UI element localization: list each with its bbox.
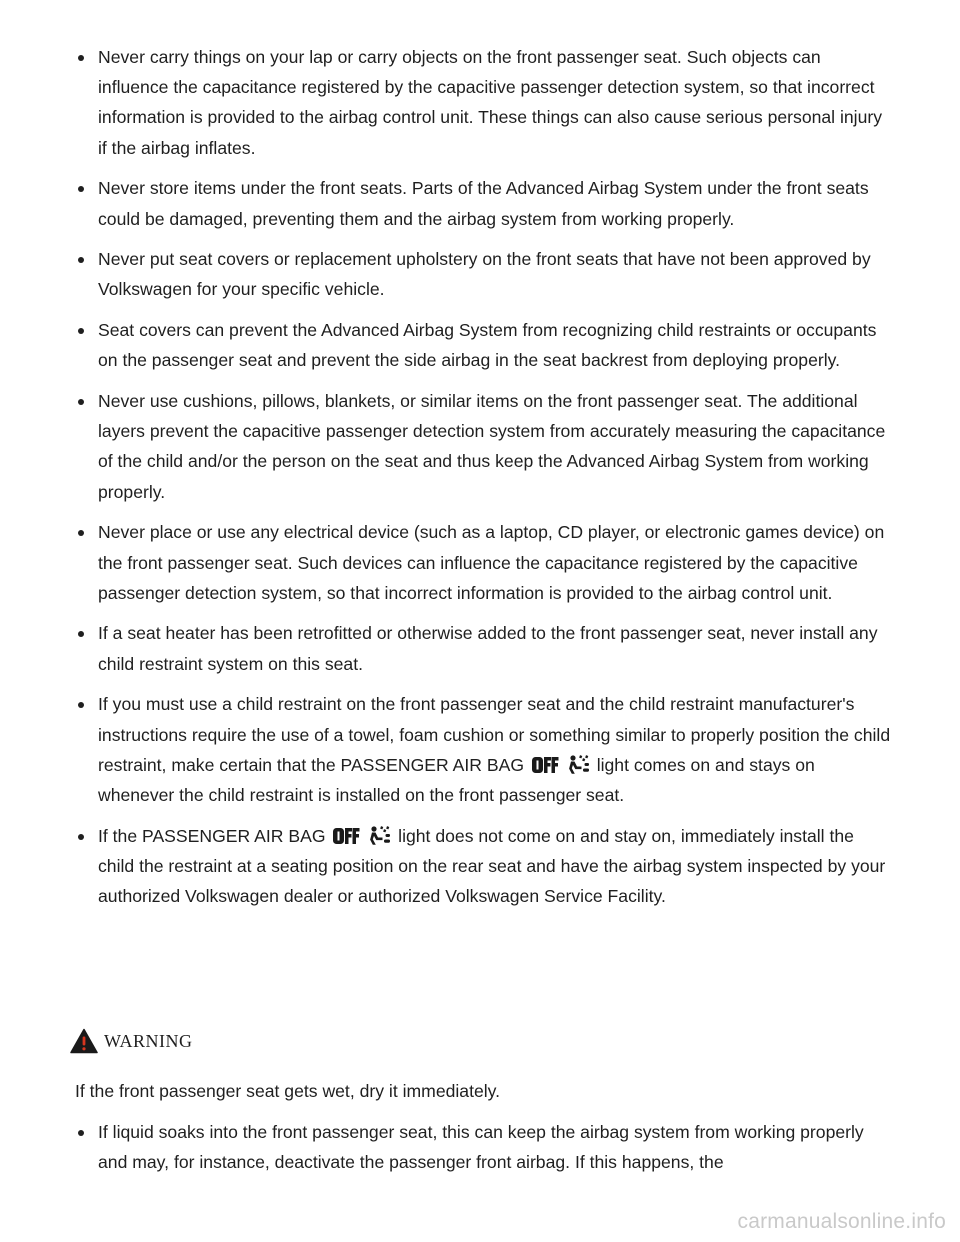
watermark: carmanualsonline.info: [737, 1210, 946, 1233]
list-item-light: [74, 821, 894, 912]
passenger-airbag-icon: [568, 755, 590, 774]
light-text-after: light does not come on and stay on, immediately install the child the restraint at a seating position on the rear seat and have the airbag system inspected by your authorized Volkswagen dealer or authorized Volkswagen Service Facility.: [98, 825, 886, 907]
list-item-towel: [74, 689, 894, 810]
precautions-list: [74, 42, 894, 922]
list-item: Never use cushions, pillows, blankets, or similar items on the front passenger seat. The additional layers prevent the capacitive passenger detection system from accurately measuring the capacitance of the child and/or the person on the seat and thus keep the Advanced Airbag System from working properly.: [74, 386, 894, 507]
warning-list: [74, 1117, 894, 1188]
towel-text-after: light comes on and stays on whenever the child restraint is installed on the front passenger seat.: [98, 754, 815, 805]
warning-header: [70, 1026, 193, 1056]
warning-label: WARNING: [104, 1030, 193, 1051]
list-item: Seat covers can prevent the Advanced Airbag System from recognizing child restraints or occupants on the passenger seat and prevent the side airbag in the seat backrest from deploying properly.: [74, 315, 894, 375]
list-item: Never put seat covers or replacement upholstery on the front seats that have not been approved by Volkswagen for your specific vehicle.: [74, 244, 894, 304]
list-item: Never store items under the front seats. Parts of the Advanced Airbag System under the front seats could be damaged, preventing them and the airbag system from working properly.: [74, 173, 894, 233]
light-text-before: If the PASSENGER AIR BAG: [98, 825, 326, 846]
list-item: If a seat heater has been retrofitted or otherwise added to the front passenger seat, never install any child restraint system on this seat.: [74, 618, 894, 678]
passenger-airbag-icon: [369, 826, 391, 845]
list-item: If liquid soaks into the front passenger seat, this can keep the airbag system from working properly and may, for instance, deactivate the passenger front airbag. If this happens, the: [74, 1117, 894, 1177]
list-item: Never place or use any electrical device (such as a laptop, CD player, or electronic games device) on the front passenger seat. Such devices can influence the capacitance registered by the capacitive passenger detection system, so that incorrect information is provided to the airbag control unit.: [74, 517, 894, 608]
airbag-off-icon: [332, 827, 360, 845]
warning-intro: If the front passenger seat gets wet, dry it immediately.: [75, 1081, 501, 1101]
list-item: Never carry things on your lap or carry objects on the front passenger seat. Such objects can influence the capacitance registered by the capacitive passenger detection system, so that incorrect information is provided to the airbag control unit. These things can also cause serious personal injury if the airbag inflates.: [74, 42, 894, 163]
warning-triangle-icon: [70, 1028, 98, 1054]
towel-text-before: If you must use a child restraint on the front passenger seat and the child restraint manufacturer's instructions require the use of a towel, foam cushion or something similar to properly position the child restraint, make certain that the PASSENGER AIR BAG: [98, 694, 891, 775]
airbag-off-icon: [531, 756, 559, 774]
